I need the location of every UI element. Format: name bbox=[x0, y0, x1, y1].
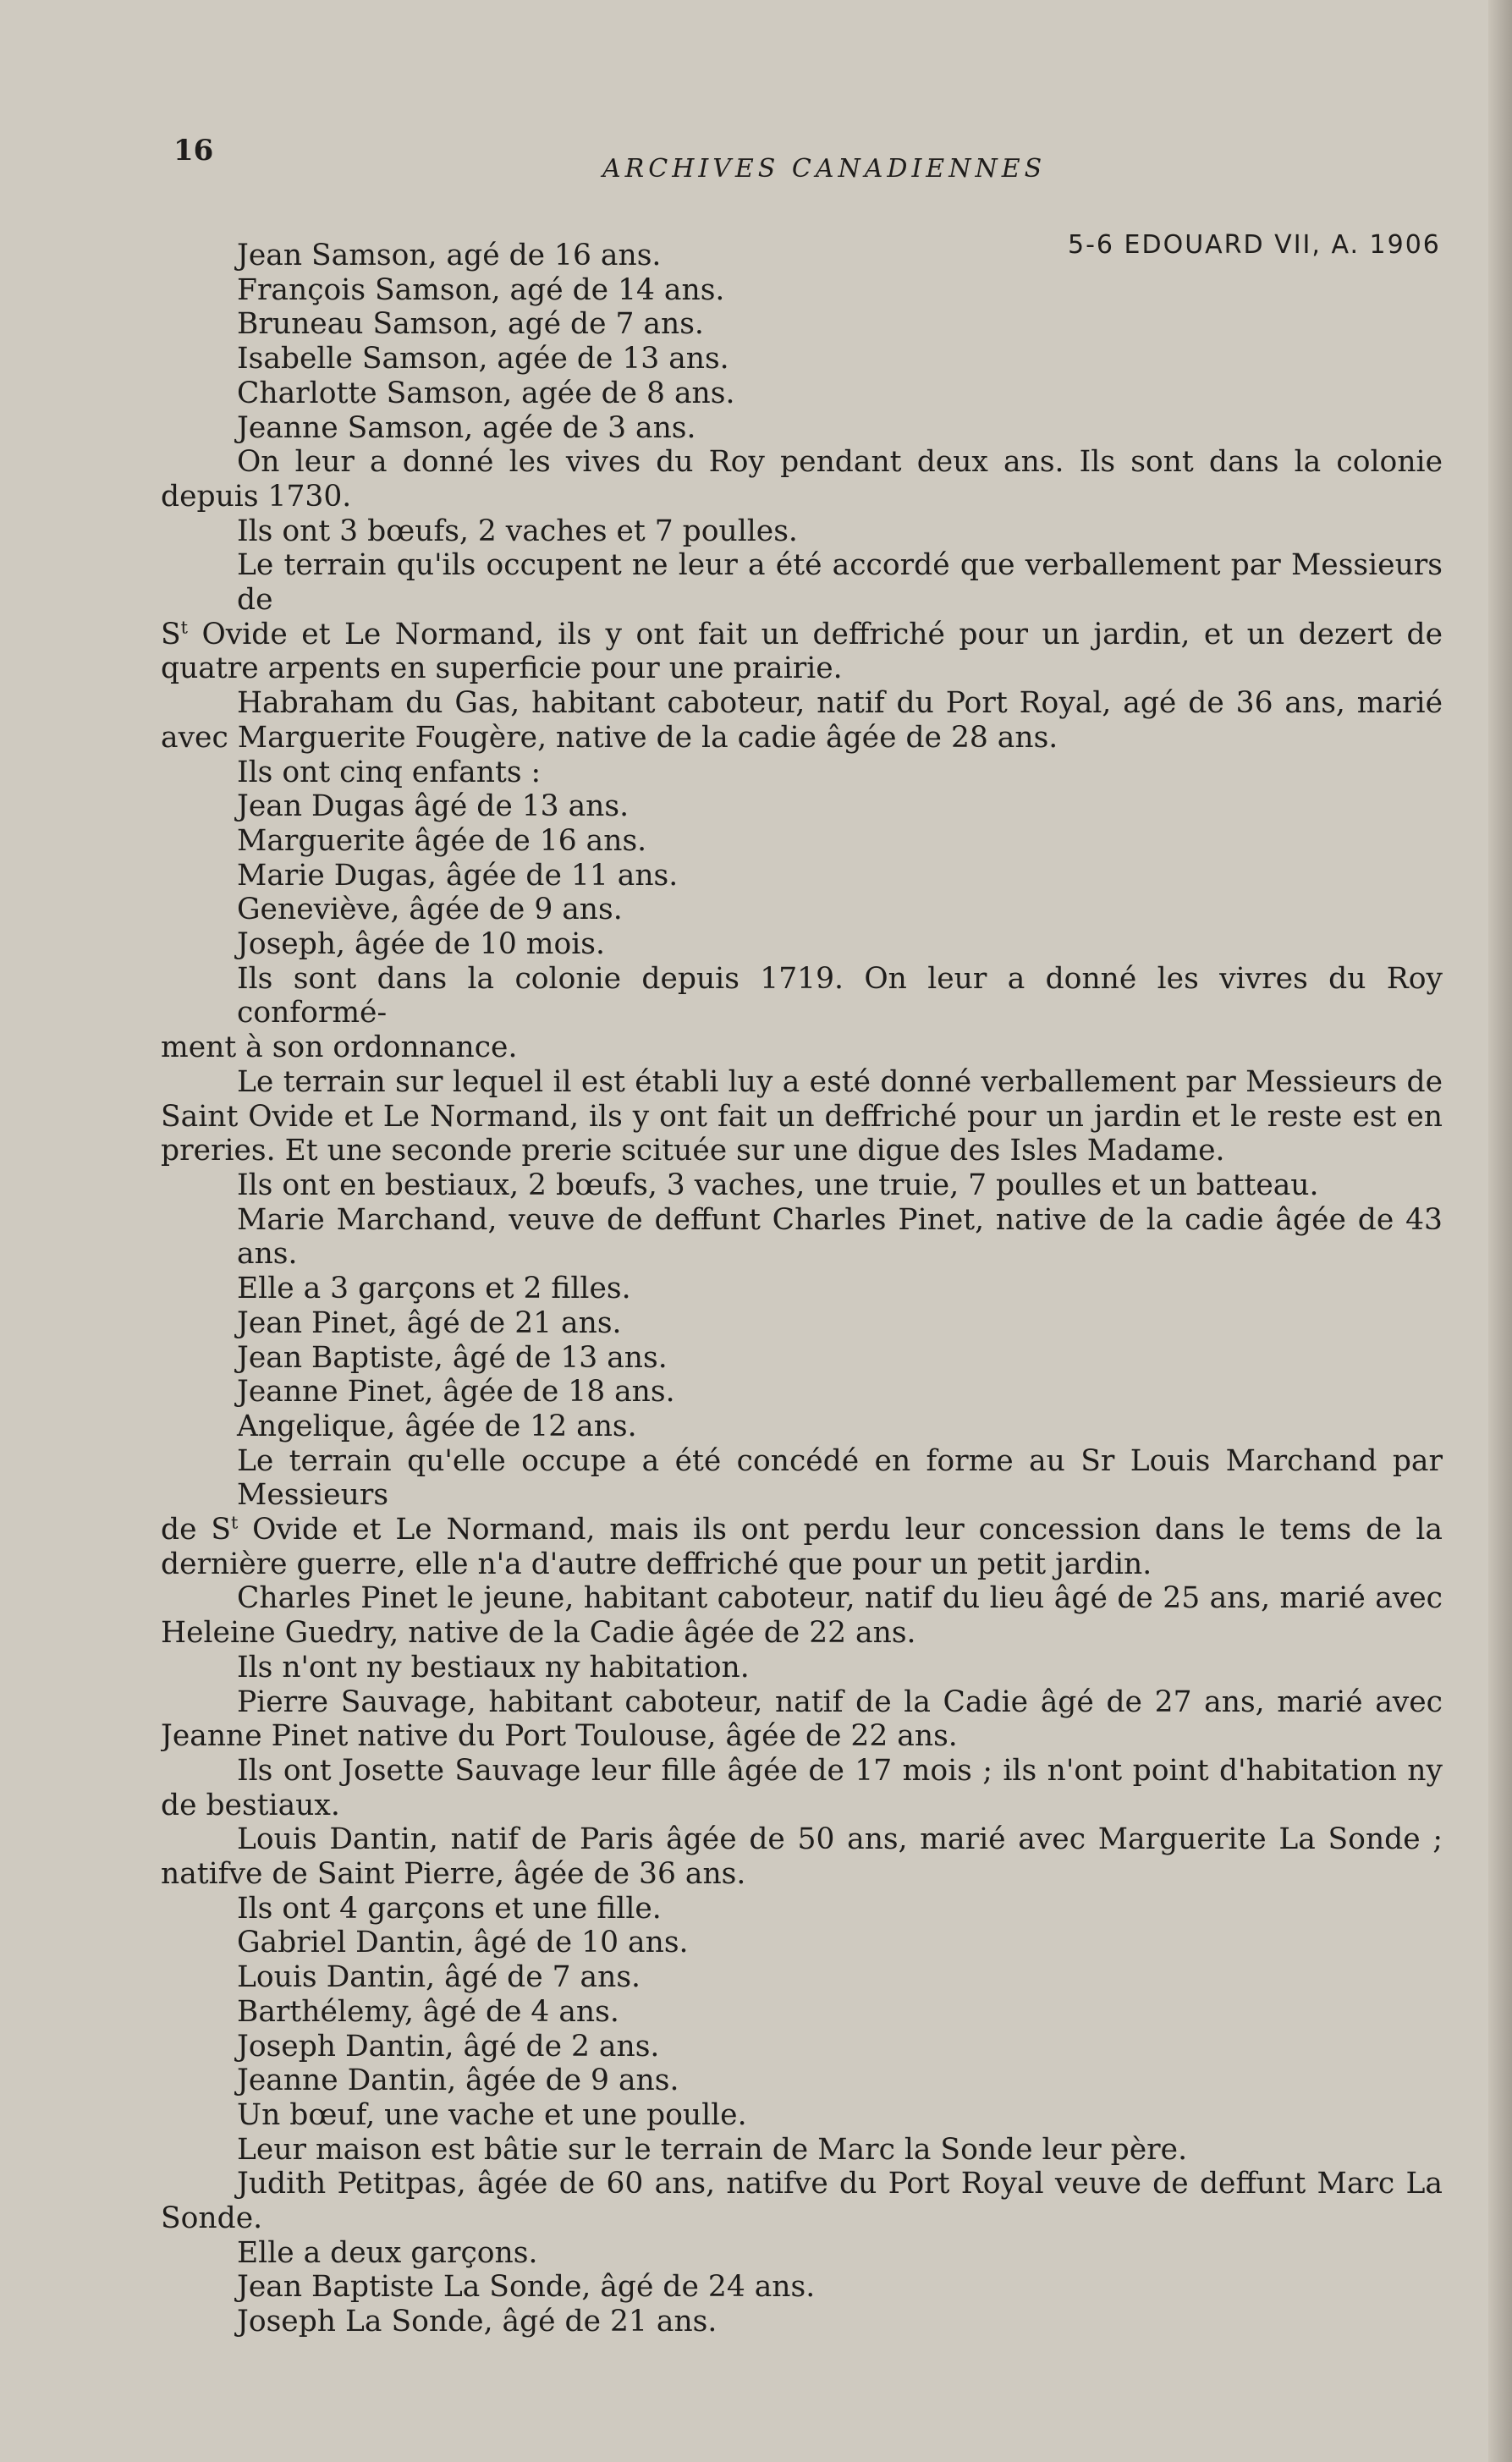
line-prefix: S bbox=[161, 617, 181, 651]
line-text: Joseph Dantin, âgé de 2 ans. bbox=[237, 2029, 660, 2064]
text-line bbox=[161, 1719, 1443, 1754]
line-text: Gabriel Dantin, âgé de 10 ans. bbox=[237, 1926, 689, 1960]
line-text: Joseph, âgée de 10 mois. bbox=[237, 927, 605, 962]
text-line bbox=[161, 1272, 1443, 1306]
line-text: Saint Ovide et Le Normand, ils y ont fait un deffriché pour un jardin et le reste est en bbox=[161, 1099, 1443, 1134]
text-line bbox=[161, 548, 1443, 617]
line-text: preries. Et une seconde prerie scituée sur une digue des Isles Madame. bbox=[161, 1134, 1225, 1168]
text-line bbox=[161, 1065, 1443, 1100]
line-text: Louis Dantin, âgé de 7 ans. bbox=[237, 1960, 641, 1995]
line-text: Pierre Sauvage, habitant caboteur, natif de la Cadie âgé de 27 ans, marié avec bbox=[237, 1684, 1443, 1719]
body-text bbox=[161, 239, 1443, 2339]
line-text: Jean Dugas âgé de 13 ans. bbox=[237, 789, 630, 824]
text-line bbox=[161, 756, 1443, 790]
line-text: Elle a deux garçons. bbox=[237, 2235, 538, 2270]
text-line bbox=[161, 1789, 1443, 1823]
line-text: Un bœuf, une vache et une poulle. bbox=[237, 2097, 747, 2132]
text-line bbox=[161, 2064, 1443, 2098]
line-text: Geneviève, âgée de 9 ans. bbox=[237, 893, 623, 927]
text-line bbox=[161, 1685, 1443, 1720]
line-text: quatre arpents en superficie pour une prairie. bbox=[161, 651, 843, 686]
text-line bbox=[161, 618, 1443, 652]
text-line bbox=[161, 2133, 1443, 2168]
line-text: Jeanne Pinet, âgée de 18 ans. bbox=[237, 1375, 675, 1410]
line-text: Elle a 3 garçons et 2 filles. bbox=[237, 1272, 631, 1306]
line-text: natifve de Saint Pierre, âgée de 36 ans. bbox=[161, 1857, 746, 1892]
line-prefix: de S bbox=[161, 1513, 231, 1547]
text-line bbox=[161, 2167, 1443, 2201]
text-line bbox=[161, 2270, 1443, 2305]
line-text: dernière guerre, elle n'a d'autre deffriché que pour un petit jardin. bbox=[161, 1547, 1152, 1581]
text-line bbox=[161, 1513, 1443, 1547]
line-text: avec Marguerite Fougère, native de la cadie âgée de 28 ans. bbox=[161, 720, 1058, 755]
line-text: Le terrain qu'ils occupent ne leur a été accordé que verballement par Messieurs de bbox=[237, 548, 1443, 618]
text-line bbox=[161, 927, 1443, 962]
text-line bbox=[161, 1168, 1443, 1203]
line-text: Joseph La Sonde, âgé de 21 ans. bbox=[237, 2305, 718, 2339]
text-line bbox=[161, 376, 1443, 411]
line-text: Sonde. bbox=[161, 2201, 263, 2236]
text-line bbox=[161, 686, 1443, 721]
line-text: François Samson, agé de 14 ans. bbox=[237, 272, 725, 307]
line-text: Barthélemy, âgé de 4 ans. bbox=[237, 1994, 619, 2029]
text-line bbox=[161, 1960, 1443, 1995]
page-number: 16 bbox=[173, 134, 214, 168]
line-text: Ils ont cinq enfants : bbox=[237, 755, 542, 789]
text-line bbox=[161, 859, 1443, 893]
line-text: On leur a donné les vives du Roy pendant deux ans. Ils sont dans la colonie bbox=[237, 445, 1443, 480]
session-label: 5-6 EDOUARD VII, A. 1906 bbox=[1068, 230, 1441, 260]
line-text: Le terrain sur lequel il est établi luy a esté donné verballement par Messieurs de bbox=[237, 1064, 1443, 1099]
text-line bbox=[161, 480, 1443, 514]
text-line bbox=[161, 1030, 1443, 1065]
text-line bbox=[161, 1100, 1443, 1135]
line-text: Ils ont 3 bœufs, 2 vaches et 7 poulles. bbox=[237, 514, 798, 548]
text-line bbox=[161, 514, 1443, 549]
line-text: Charles Pinet le jeune, habitant caboteur, natif du lieu âgé de 25 ans, marié avec bbox=[237, 1581, 1443, 1616]
line-text: Ils n'ont ny bestiaux ny habitation. bbox=[237, 1650, 750, 1684]
running-title: ARCHIVES CANADIENNES bbox=[602, 154, 1047, 184]
text-line bbox=[161, 1926, 1443, 1960]
line-text: Angelique, âgée de 12 ans. bbox=[237, 1409, 637, 1443]
line-text: Ils ont Josette Sauvage leur fille âgée de 17 mois ; ils n'ont point d'habitation ny bbox=[237, 1753, 1443, 1788]
text-line bbox=[161, 1341, 1443, 1376]
text-line bbox=[161, 1375, 1443, 1410]
text-line bbox=[161, 1616, 1443, 1651]
line-text: Le terrain qu'elle occupe a été concédé en forme au Sr Louis Marchand par Messieurs bbox=[237, 1443, 1443, 1513]
text-line bbox=[161, 1444, 1443, 1513]
text-line bbox=[161, 651, 1443, 686]
text-line bbox=[161, 789, 1443, 824]
line-text: Ils sont dans la colonie depuis 1719. On leur a donné les vivres du Roy conformé- bbox=[237, 961, 1443, 1030]
line-text: Jean Samson, agé de 16 ans. bbox=[237, 239, 662, 272]
line-text: Louis Dantin, natif de Paris âgée de 50 ans, marié avec Marguerite La Sonde ; bbox=[237, 1822, 1443, 1857]
text-line bbox=[161, 2305, 1443, 2339]
text-line bbox=[161, 962, 1443, 1030]
line-text: Jeanne Pinet native du Port Toulouse, âgée de 22 ans. bbox=[161, 1719, 958, 1754]
line-text: Bruneau Samson, agé de 7 ans. bbox=[237, 307, 704, 342]
text-line bbox=[161, 1892, 1443, 1926]
line-text: Jean Pinet, âgé de 21 ans. bbox=[237, 1305, 622, 1340]
line-text: Isabelle Samson, agée de 13 ans. bbox=[237, 342, 729, 376]
text-line bbox=[161, 1581, 1443, 1616]
text-line bbox=[161, 1410, 1443, 1444]
text-line bbox=[161, 239, 1443, 273]
line-text: Leur maison est bâtie sur le terrain de Marc la Sonde leur père. bbox=[237, 2132, 1188, 2167]
text-line bbox=[161, 273, 1443, 308]
line-text: Charlotte Samson, agée de 8 ans. bbox=[237, 376, 735, 410]
line-text: Habraham du Gas, habitant caboteur, natif du Port Royal, agé de 36 ans, marié bbox=[237, 686, 1443, 721]
text-line bbox=[161, 1547, 1443, 1582]
text-line bbox=[161, 1995, 1443, 2030]
text-line bbox=[161, 1203, 1443, 1272]
line-text: Judith Petitpas, âgée de 60 ans, natifve du Port Royal veuve de deffunt Marc La bbox=[237, 2167, 1443, 2201]
line-text: Jean Baptiste, âgé de 13 ans. bbox=[237, 1340, 668, 1375]
superscript: t bbox=[180, 617, 188, 638]
line-text: Jeanne Samson, agée de 3 ans. bbox=[237, 410, 696, 445]
text-line bbox=[161, 2098, 1443, 2133]
line-text: Marguerite âgée de 16 ans. bbox=[237, 823, 647, 858]
line-text: Ils ont 4 garçons et une fille. bbox=[237, 1891, 662, 1926]
line-text: Ovide et Le Normand, ils y ont fait un deffriché pour un jardin, et un dezert de bbox=[201, 617, 1443, 651]
text-line bbox=[161, 411, 1443, 446]
text-line bbox=[161, 721, 1443, 756]
line-text: Heleine Guedry, native de la Cadie âgée de 22 ans. bbox=[161, 1616, 916, 1651]
text-line bbox=[161, 2236, 1443, 2271]
text-line bbox=[161, 307, 1443, 342]
text-line bbox=[161, 893, 1443, 927]
line-text: Jeanne Dantin, âgée de 9 ans. bbox=[237, 2064, 679, 2098]
text-line bbox=[161, 2201, 1443, 2236]
line-text: Jean Baptiste La Sonde, âgé de 24 ans. bbox=[237, 2270, 816, 2305]
text-line bbox=[161, 1857, 1443, 1892]
line-text: depuis 1730. bbox=[161, 479, 352, 514]
superscript: t bbox=[230, 1513, 239, 1533]
line-text: de bestiaux. bbox=[161, 1788, 340, 1822]
text-line bbox=[161, 445, 1443, 480]
text-line bbox=[161, 1651, 1443, 1685]
book-spine-shadow bbox=[1488, 0, 1512, 2462]
text-line bbox=[161, 2030, 1443, 2064]
line-text: Marie Marchand, veuve de deffunt Charles Pinet, native de la cadie âgée de 43 ans. bbox=[237, 1202, 1443, 1272]
text-line bbox=[161, 1134, 1443, 1168]
text-line bbox=[161, 342, 1443, 376]
text-line bbox=[161, 1822, 1443, 1857]
text-line bbox=[161, 1306, 1443, 1341]
line-text: Ils ont en bestiaux, 2 bœufs, 3 vaches, une truie, 7 poulles et un batteau. bbox=[237, 1168, 1319, 1202]
text-line bbox=[161, 824, 1443, 859]
text-line bbox=[161, 1754, 1443, 1789]
line-text: ment à son ordonnance. bbox=[161, 1030, 518, 1065]
line-text: Marie Dugas, âgée de 11 ans. bbox=[237, 858, 679, 893]
line-text: Ovide et Le Normand, mais ils ont perdu leur concession dans le tems de la bbox=[252, 1513, 1443, 1547]
